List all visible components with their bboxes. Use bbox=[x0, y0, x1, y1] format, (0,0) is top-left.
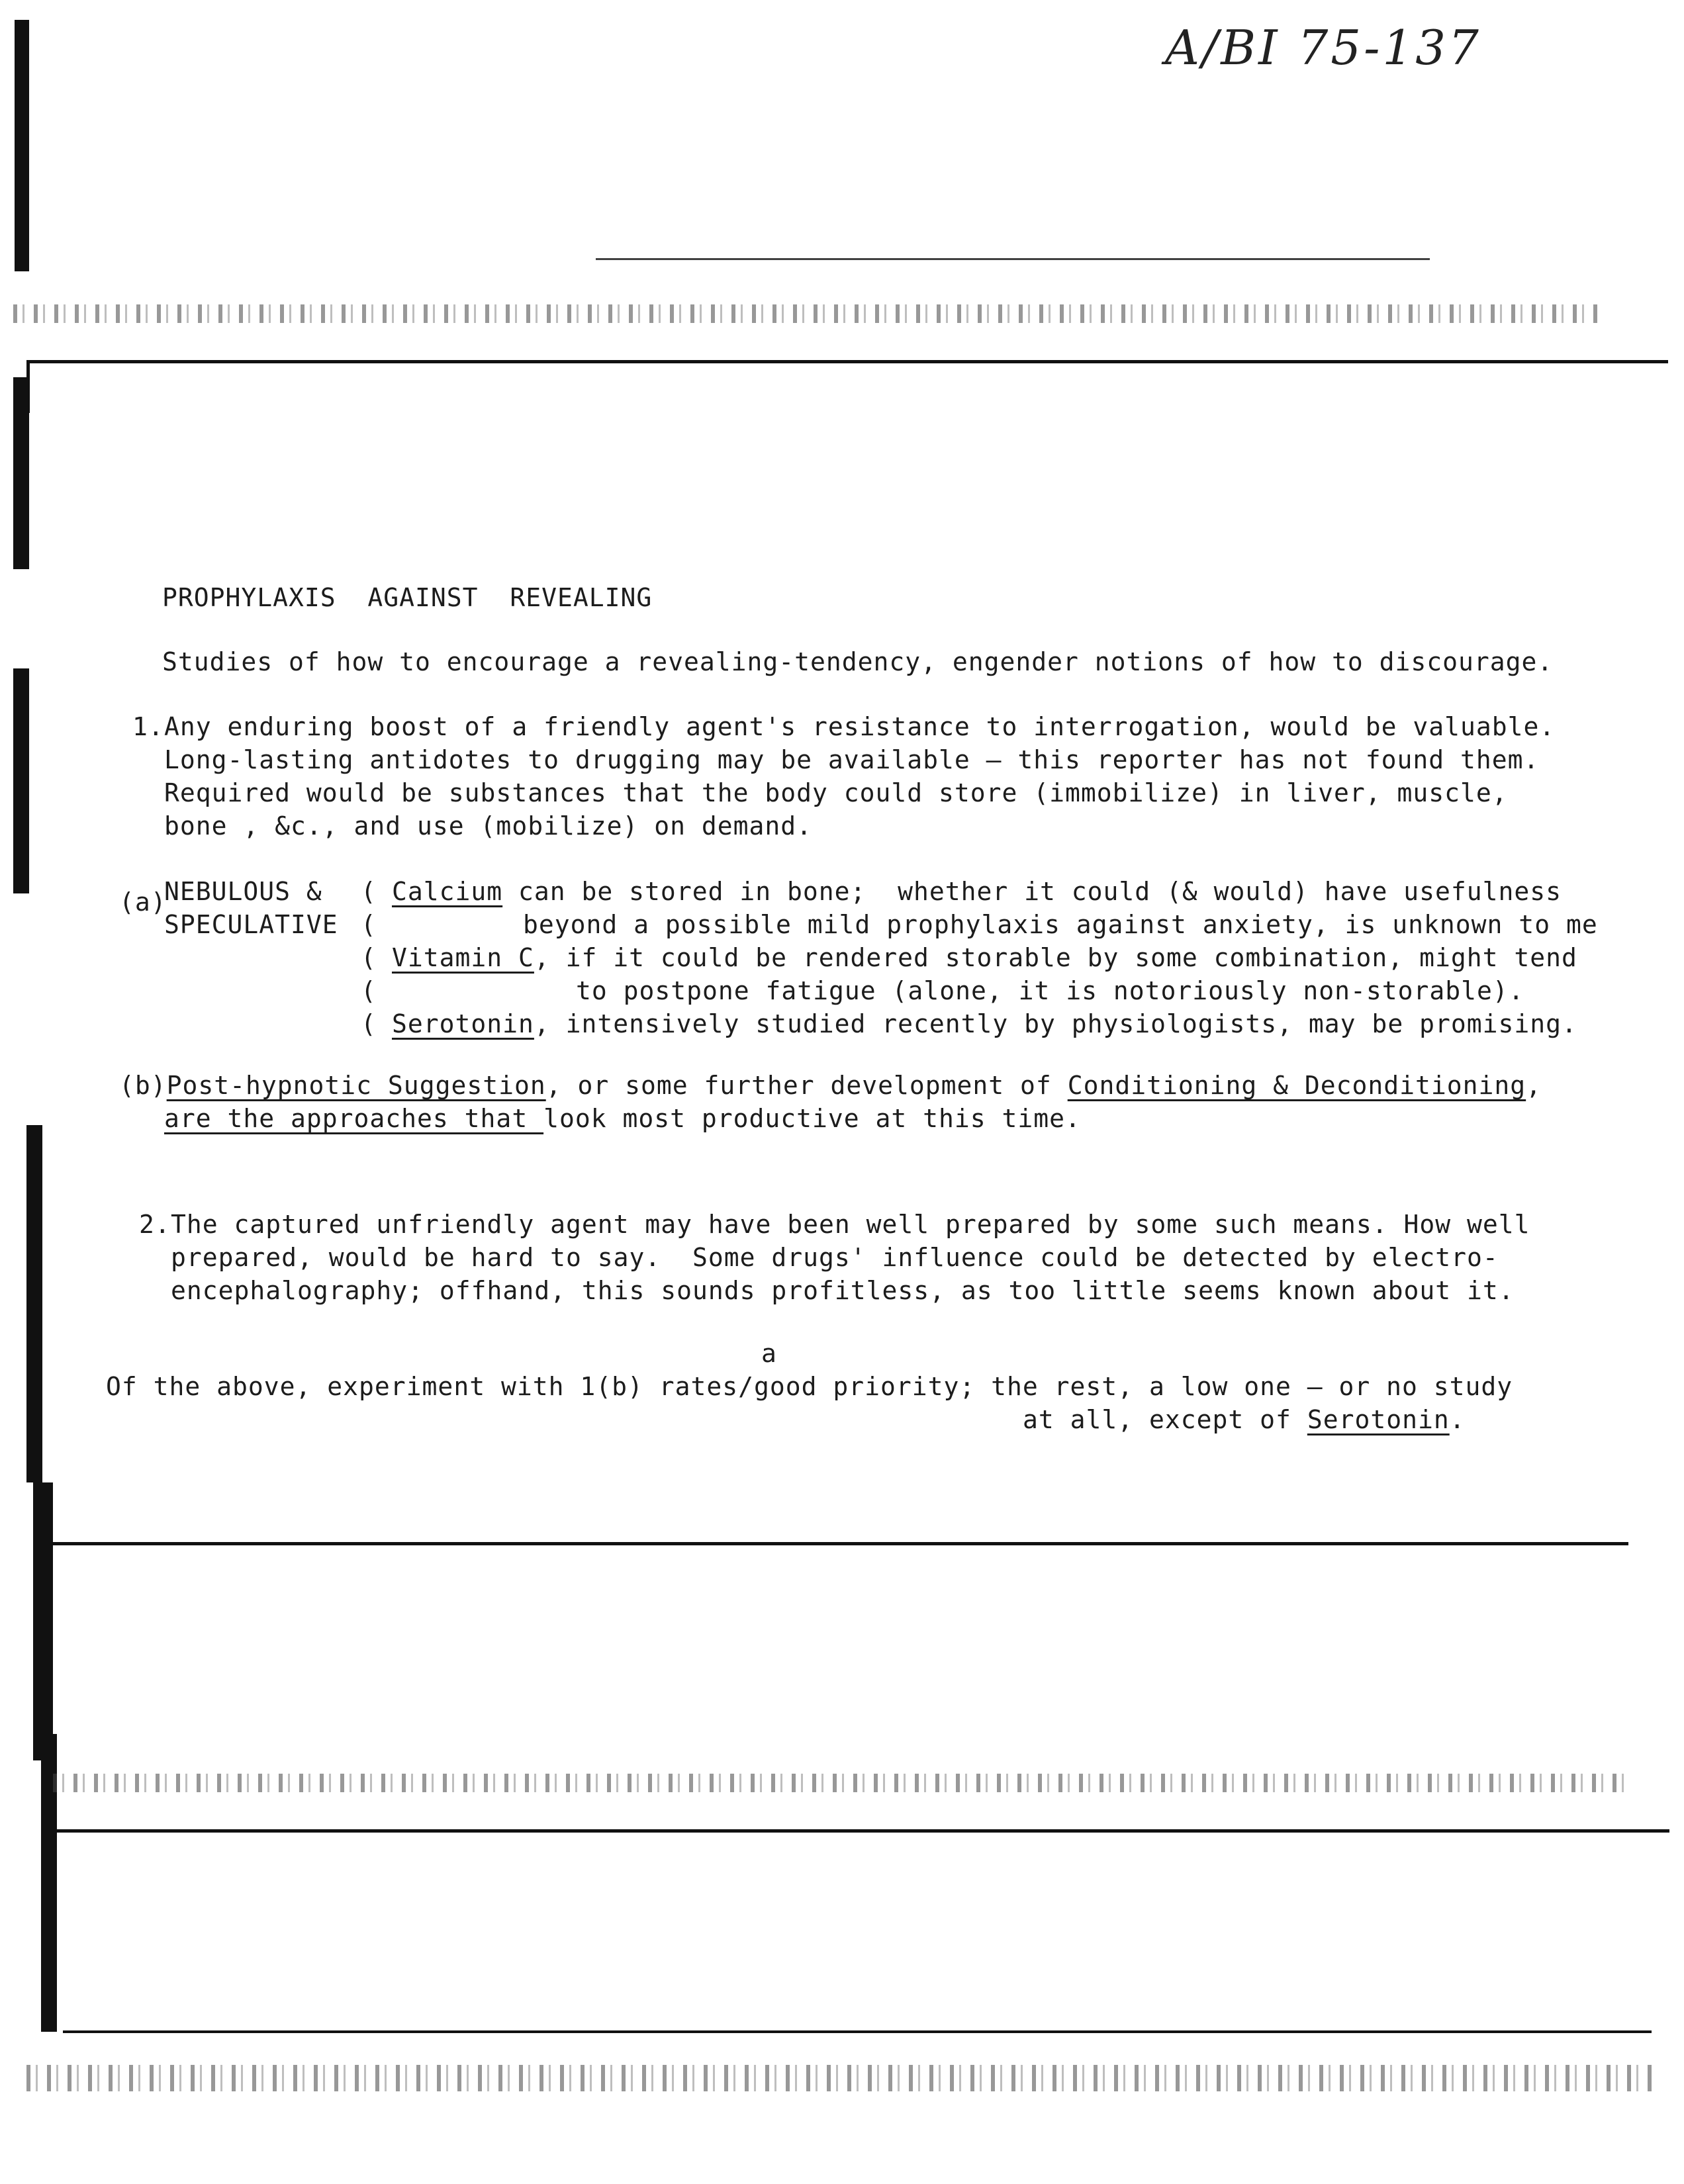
serotonin-term: Serotonin bbox=[392, 1009, 534, 1038]
item-b-line-1 bbox=[119, 1069, 1542, 1102]
item-1-line-1: Any enduring boost of a friendly agent's resistance to interrogation, would be valuable. bbox=[164, 712, 1556, 741]
binder-mark-top bbox=[15, 20, 29, 271]
item-2-number: 2. bbox=[139, 1210, 171, 1239]
conditioning-term: Conditioning & Deconditioning bbox=[1067, 1071, 1526, 1100]
page-title: PROPHYLAXIS AGAINST REVEALING bbox=[162, 583, 653, 612]
item-a-category-2: SPECULATIVE bbox=[164, 910, 338, 939]
paren-5: ( bbox=[361, 1009, 377, 1038]
vitamin-c-text: , if it could be rendered storable by some combination, might tend bbox=[534, 943, 1577, 972]
conclusion-end: . bbox=[1449, 1405, 1466, 1434]
paren-4: ( bbox=[361, 976, 377, 1005]
rule-top-hook bbox=[26, 360, 30, 413]
binder-mark-lower bbox=[26, 1125, 42, 1482]
item-1-line-2: Long-lasting antidotes to drugging may be available — this reporter has not found them. bbox=[164, 745, 1540, 774]
conclusion-line-1: Of the above, experiment with 1(b) rates/good priority; the rest, a low one — or no study bbox=[106, 1372, 1513, 1401]
item-a-vitamin-c-cont: to postpone fatigue (alone, it is notoriously non-storable). bbox=[576, 976, 1524, 1005]
conclusion-line-2 bbox=[1023, 1403, 1466, 1436]
paren-3: ( bbox=[361, 943, 377, 972]
item-b-mid: , or some further development of bbox=[545, 1071, 1068, 1100]
intro-paragraph: Studies of how to encourage a revealing-tendency, engender notions of how to discourage. bbox=[162, 647, 1554, 676]
item-2-line-3: encephalography; offhand, this sounds profitless, as too little seems known about it. bbox=[171, 1276, 1515, 1305]
item-1-number: 1. bbox=[132, 712, 164, 741]
item-a-label: (a) bbox=[119, 887, 167, 917]
item-b-underlined: are the approaches that bbox=[164, 1104, 544, 1133]
post-hypnotic-term: Post-hypnotic Suggestion bbox=[166, 1071, 546, 1100]
rule-bottom bbox=[63, 2030, 1652, 2033]
binder-mark-tip bbox=[33, 1482, 53, 1760]
serotonin-text: , intensively studied recently by physiologists, may be promising. bbox=[534, 1009, 1577, 1038]
binder-mark-middle bbox=[13, 668, 29, 893]
item-b-rest: look most productive at this time. bbox=[543, 1104, 1081, 1133]
item-b-end: , bbox=[1526, 1071, 1542, 1100]
scan-noise-middle bbox=[53, 1774, 1628, 1792]
item-b-line-2 bbox=[164, 1102, 1081, 1135]
item-a-category-1: NEBULOUS & bbox=[164, 877, 322, 906]
paren-1: ( bbox=[361, 877, 377, 906]
conclusion-prefix: at all, except of bbox=[1023, 1405, 1307, 1434]
rule-faint-top bbox=[596, 258, 1430, 260]
scan-noise-top bbox=[13, 304, 1602, 323]
item-a-serotonin bbox=[392, 1007, 1577, 1040]
rule-lower bbox=[41, 1829, 1669, 1833]
item-2-line-2: prepared, would be hard to say. Some drugs' influence could be detected by electro- bbox=[171, 1243, 1499, 1272]
item-2-line-1: The captured unfriendly agent may have been well prepared by some such means. How well bbox=[171, 1210, 1530, 1239]
item-1-line-3: Required would be substances that the body could store (immobilize) in liver, muscle, bbox=[164, 778, 1508, 807]
vitamin-c-term: Vitamin C bbox=[392, 943, 534, 972]
item-1-line-4: bone , &c., and use (mobilize) on demand. bbox=[164, 811, 812, 841]
item-a-calcium-cont: beyond a possible mild prophylaxis against anxiety, is unknown to me bbox=[523, 910, 1598, 939]
item-a-vitamin-c bbox=[392, 941, 1577, 974]
conclusion-serotonin: Serotonin bbox=[1307, 1405, 1450, 1434]
calcium-text: can be stored in bone; whether it could (& would) have usefulness bbox=[502, 877, 1562, 906]
conclusion-insert: a bbox=[761, 1339, 777, 1368]
doc-number: A/BI 75-137 bbox=[1165, 20, 1481, 75]
rule-middle bbox=[53, 1542, 1628, 1545]
paren-2: ( bbox=[361, 910, 377, 939]
scan-noise-bottom bbox=[26, 2065, 1655, 2091]
rule-top bbox=[26, 360, 1668, 363]
item-b-label: (b) bbox=[119, 1071, 167, 1100]
calcium-term: Calcium bbox=[392, 877, 503, 906]
item-a-calcium bbox=[392, 875, 1562, 908]
